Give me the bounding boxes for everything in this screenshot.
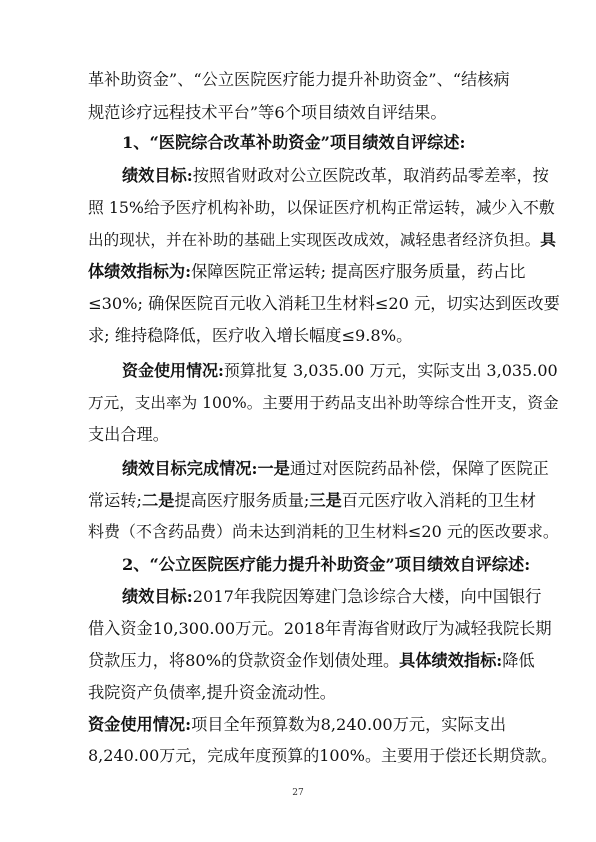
text-line: [88, 198, 555, 218]
text-line: [122, 361, 558, 381]
text-span: 按照省财政对公立医院改革，取消药品零差率，按: [192, 166, 549, 185]
text-line: [88, 619, 552, 639]
text-span: 提高医疗服务质量;: [174, 491, 310, 510]
text-span: 出的现状，并在补助的基础上实现医改成效，减轻患者经济负担。: [88, 231, 541, 249]
text-span: 百元医疗收入消耗的卫生材: [341, 491, 536, 510]
text-line: [88, 491, 536, 511]
text-span: 借入资金10,300.00万元。2018年青海省财政厅为减轻我院长期: [88, 619, 552, 638]
text-span: 料费（不含药品费）尚未达到消耗的卫生材料≤20 元的医改要求。: [88, 522, 559, 541]
text-line: [88, 522, 559, 542]
text-line: [88, 294, 560, 314]
bold-label: 资金使用情况:: [88, 715, 192, 734]
heading-text: 2、“公立医院医疗能力提升补助资金”项目绩效自评综述:: [122, 555, 531, 574]
bold-label: 三是: [309, 491, 342, 510]
text-span: 通过对医院药品补偿，保障了医院正: [289, 459, 549, 478]
text-span: 项目全年预算数为8,240.00万元，实际支出: [191, 715, 507, 734]
text-span: 保障医院正常运转; 提高医疗服务质量，药占比: [191, 262, 526, 281]
text-line: [88, 715, 506, 735]
text-span: 照 15%给予医疗机构补助，以保证医疗机构正常运转，减少入不敷: [88, 198, 555, 217]
text-line: [122, 459, 549, 479]
text-span: ≤30%; 确保医院百元收入消耗卫生材料≤20 元，切实达到医改要: [88, 294, 560, 313]
text-line: [88, 651, 535, 671]
bold-label: 绩效目标:: [122, 166, 193, 185]
text-line: [122, 166, 549, 186]
text-line: [122, 587, 542, 607]
text-span: 常运转;: [88, 491, 143, 510]
text-span: 求; 维持稳降低，医疗收入增长幅度≤9.8%。: [88, 326, 413, 345]
page-number: 27: [292, 788, 304, 798]
bold-label: 绩效目标:: [122, 587, 193, 606]
text-span: 预算批复 3,035.00 万元，实际支出 3,035.00: [223, 361, 558, 380]
bold-label: 一是: [257, 459, 290, 478]
text-line: [88, 746, 557, 766]
text-line: [88, 393, 559, 413]
section-heading: [122, 555, 530, 575]
heading-text: 1、“医院综合改革补助资金”项目绩效自评综述:: [122, 133, 466, 152]
bold-label: 具体绩效指标:: [399, 651, 503, 670]
bold-label: 二是: [142, 491, 175, 510]
text-span: 支出合理。: [88, 425, 169, 444]
text-line: [88, 326, 412, 346]
text-span: 降低: [502, 651, 535, 670]
bold-label: 绩效目标完成情况:: [122, 459, 258, 478]
bold-label: 具: [540, 230, 556, 249]
text-span: 万元，支出率为 100%。主要用于药品支出补助等综合性开支，资金: [88, 394, 559, 412]
text-span: 2017年我院因筹建门急诊综合大楼，向中国银行: [192, 587, 542, 606]
bold-label: 体绩效指标为:: [88, 262, 192, 281]
section-heading: [122, 133, 465, 153]
text-span: 规范诊疗远程技术平台”等6个项目绩效自评结果。: [88, 103, 447, 122]
text-line: [88, 70, 510, 90]
text-span: 贷款压力，将80%的贷款资金作划债处理。: [88, 651, 400, 670]
text-line: [88, 425, 169, 445]
bold-label: 资金使用情况:: [122, 361, 224, 380]
text-span: 我院资产负债率,提升资金流动性。: [88, 683, 336, 702]
text-span: 8,240.00万元，完成年度预算的100%。主要用于偿还长期贷款。: [88, 746, 557, 765]
text-line: [88, 262, 525, 282]
text-span: 革补助资金”、“公立医院医疗能力提升补助资金”、“结核病: [88, 70, 510, 89]
text-line: [88, 103, 447, 123]
text-line: [88, 683, 336, 703]
text-line: [88, 230, 556, 250]
